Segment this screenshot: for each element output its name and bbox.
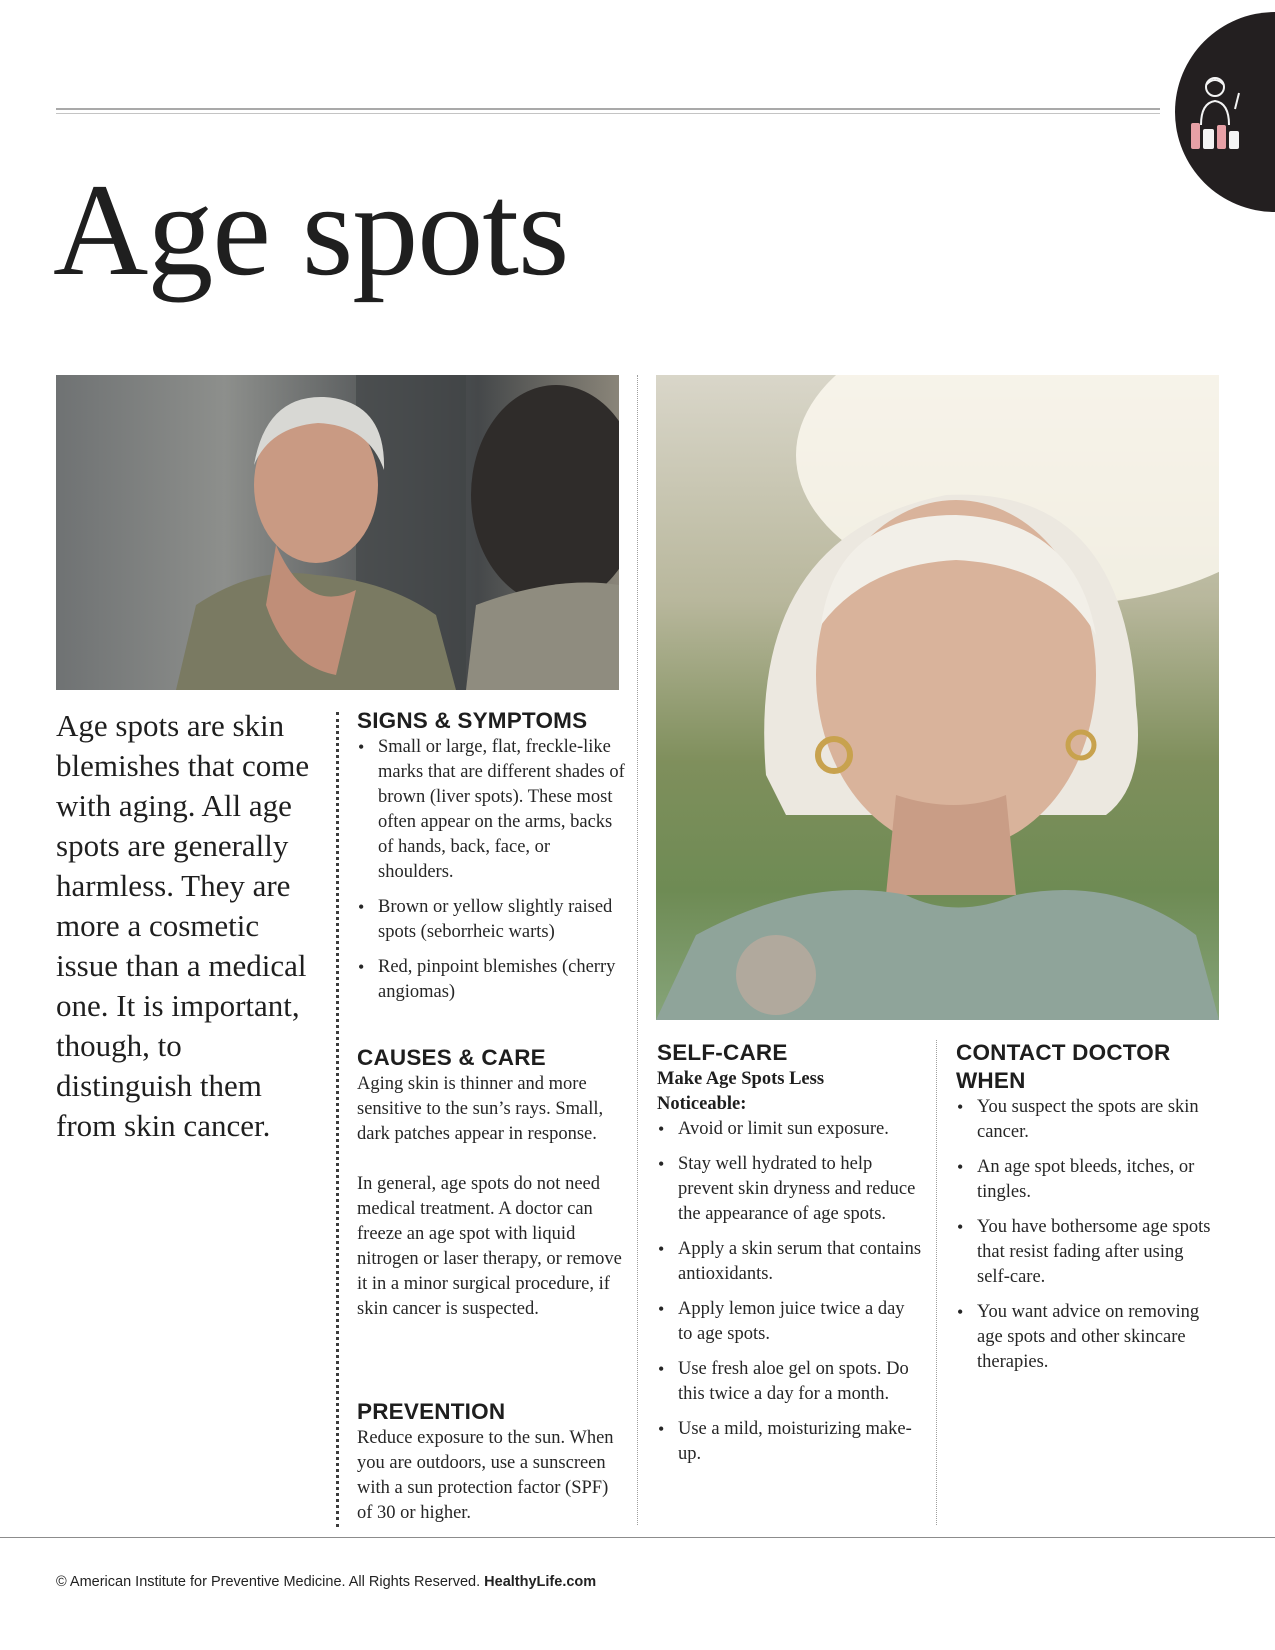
list-item: • You suspect the spots are skin cancer. [956, 1095, 1221, 1145]
selfcare-subheading: Make Age Spots Less Noticeable: [657, 1069, 825, 1114]
prevention-text: Reduce exposure to the sun. When you are outdoors, use a sunscreen with a sun protection factor (SPF) of 30 or higher. [357, 1428, 614, 1523]
causes-paragraph: Aging skin is thinner and more sensitive to the sun’s rays. Small, dark patches appear in response. [357, 1074, 604, 1144]
column-divider-dotted [336, 712, 339, 1527]
intro-text: Age spots are skin blemishes that come with aging. All age spots are generally harmless. They are more a cosmetic issue than a medical one. It is important, though, to distinguish them from skin cancer. [56, 708, 310, 1143]
smiling-older-woman-photo [656, 375, 1219, 1020]
list-item: • Apply lemon juice twice a day to age spots. [657, 1297, 922, 1347]
header-rule [56, 108, 1160, 110]
signs-list [357, 735, 627, 1005]
contact-list [956, 1095, 1221, 1375]
list-item: • Use a mild, moisturizing make-up. [657, 1417, 922, 1467]
list-item: • Stay well hydrated to help prevent skin dryness and reduce the appearance of age spots. [657, 1152, 922, 1227]
list-item: • An age spot bleeds, itches, or tingles. [956, 1155, 1221, 1205]
list-item: • Small or large, flat, freckle-like marks that are different shades of brown (liver spots). These most often appear on the arms, backs of hands, back, face, or shoulders. [357, 735, 627, 885]
column-divider [936, 1040, 937, 1525]
causes-section [357, 1044, 622, 1322]
signs-heading: SIGNS & SYMPTOMS [357, 708, 588, 733]
signs-section [357, 707, 627, 1015]
selfcare-list [657, 1117, 922, 1467]
prevention-section [357, 1398, 619, 1526]
contact-section [956, 1039, 1221, 1385]
list-item: • Red, pinpoint blemishes (cherry angiomas) [357, 955, 627, 1005]
footer-copyright: © American Institute for Preventive Medicine. All Rights Reserved. [56, 1574, 481, 1590]
causes-paragraph: In general, age spots do not need medical treatment. A doctor can freeze an age spot with liquid nitrogen or laser therapy, or remove it in a minor surgical procedure, if skin cancer is suspected. [357, 1174, 622, 1319]
page-title: Age spots [53, 156, 569, 303]
prevention-heading: PREVENTION [357, 1399, 506, 1424]
selfcare-heading: SELF-CARE [657, 1040, 788, 1065]
list-item: • You have bothersome age spots that resist fading after using self-care. [956, 1215, 1221, 1290]
contact-heading: CONTACT DOCTOR WHEN [956, 1040, 1171, 1093]
list-item: • Apply a skin serum that contains antioxidants. [657, 1237, 922, 1287]
woman-with-skincare-products-icon [1187, 73, 1243, 157]
footer [56, 1574, 596, 1590]
header-rule-secondary [56, 113, 1160, 114]
footer-rule [0, 1537, 1275, 1538]
list-item: • Brown or yellow slightly raised spots (seborrheic warts) [357, 895, 627, 945]
list-item: • You want advice on removing age spots and other skincare therapies. [956, 1300, 1221, 1375]
list-item: • Avoid or limit sun exposure. [657, 1117, 922, 1142]
man-in-mirror-photo [56, 375, 619, 690]
selfcare-section [657, 1039, 922, 1477]
causes-heading: CAUSES & CARE [357, 1045, 546, 1070]
list-item: • Use fresh aloe gel on spots. Do this twice a day for a month. [657, 1357, 922, 1407]
footer-site-link[interactable]: HealthyLife.com [484, 1574, 597, 1590]
column-divider [637, 375, 638, 1525]
